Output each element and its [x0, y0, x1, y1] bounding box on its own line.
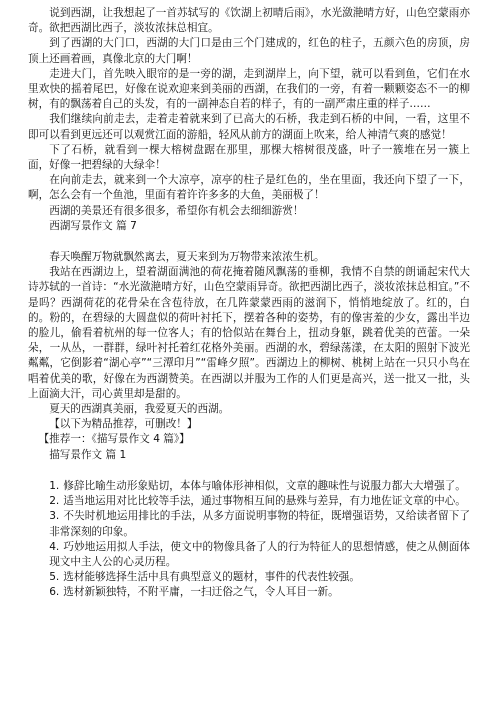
paragraph: 在向前走去，就来到一个大凉亭，凉亭的柱子是红色的，坐在里面，我还向下望了一下，啊，怎么会有一个鱼池，里面有着许许多多的大鱼，美丽极了！ — [28, 174, 470, 202]
article-west-lake-7 — [28, 250, 470, 448]
paragraph: 说到西湖，让我想起了一首苏轼写的《饮湖上初晴后雨》，水光潋滟晴方好，山色空蒙雨亦奇。欲把西湖比西子，淡妆浓抹总相宜。 — [28, 7, 470, 35]
item-number: 3. — [49, 510, 60, 523]
paragraph: 夏天的西湖真美丽，我爱夏天的西湖。 — [49, 403, 230, 416]
item-text: 选材新颖独特，不附平庸，一扫迂俗之气，令人耳目一新。 — [63, 586, 339, 599]
list-item — [28, 585, 470, 600]
paragraph: 我站在西湖边上，望着湖面满池的荷花掩着随风飘荡的垂柳，我情不自禁的朗诵起宋代大诗苏轼的一首诗：“水光潋滟晴方好，山色空蒙雨异奇。欲把西湖比西子，淡妆浓抹总相宜。”不是吗？西湖荷花的花骨朵在含苞待放，在几阵蒙蒙西雨的滋润下，悄悄地绽放了。红的，白的。粉的，在碧绿的大圆盘似的荷叶衬托下，摆着各种的姿势，有的像害羞的少女，露出半边的脸儿，偷看着杭州的每一位客人；有的恰似站在舞台上，扭动身躯，跳着优美的芭蕾。一朵朵，一从丛，一群群，绿叶衬托着红花格外美丽。西湖的水，碧绿荡漾，在太阳的照射下波光粼粼，它倒影着“湖心亭”“三潭印月”“雷峰夕照”。西湖边上的柳树、桃树上站在一只只小鸟在唱着优美的歌，好像在为西湖赞美。在西湖以并服为工作的人们更是高兴，送一批又一批，头上面滴大汗，司心黄里却是甜的。 — [28, 266, 470, 400]
item-number: 5. — [49, 571, 60, 584]
item-text: 修辞比喻生动形象贴切，本体与喻体形神相似，文章的趣味性与说服力都大大增强了。 — [63, 479, 466, 492]
promo-text: 【以下为精品推荐，可删改！】 — [49, 418, 198, 431]
paragraph: 西湖的美景还有很多很多，希望你有机会去细细游赏！ — [49, 204, 304, 217]
paragraph: 春天唤醒万物就飘然离去，夏天来到为万物带来浓浓生机。 — [49, 251, 325, 264]
paragraph: 我们继续向前走去，走着走着就来到了已高大的石桥，我走到石桥的中间，一看，这里不即可以看到更远还可以观赏江面的游船，轻风从前方的湖面上吹来，给人神清气爽的感觉！ — [28, 113, 470, 141]
article-west-lake-1 — [28, 6, 470, 219]
item-text: 巧妙地运用拟人手法，使文中的物像具备了人的行为特征人的思想情感，使之从侧面体现文中主人公的心灵历程。 — [49, 540, 470, 568]
article-title: 西湖写景作文 篇 7 — [49, 219, 137, 232]
list-item — [28, 509, 470, 539]
item-number: 6. — [49, 586, 60, 599]
list-item — [28, 570, 470, 585]
paragraph: 到了西湖的大门口，西湖的大门口是由三个门建成的，红色的柱子，五颜六色的房顶，房顶上还画着画，真像北京的大门啊！ — [28, 37, 470, 65]
item-number: 2. — [49, 495, 60, 508]
spacer — [28, 463, 470, 479]
article-scenery-1 — [28, 479, 470, 601]
list-item — [28, 494, 470, 509]
item-number: 1. — [49, 479, 60, 492]
list-item — [28, 540, 470, 570]
item-text: 选材能够选择生活中具有典型意义的题材，事件的代表性较强。 — [63, 571, 360, 584]
article-title: 描写景作文 篇 1 — [49, 448, 127, 461]
paragraph: 走进大门，首先映入眼帘的是一旁的湖，走到湖岸上，向下望，就可以看到鱼，它们在水里欢快的摇着尾巴，好像在说欢迎来到美丽的西湖，在我们的一旁，有着一颗颗姿态不一的柳树，有的飘荡着自己的头发，有的一副神态自若的样子，有的一副严肃庄重的样子…… — [28, 67, 470, 111]
paragraph: 下了石桥，就看到一棵大榕树盘踞在那里，那棵大榕树很茂盛，叶子一簇堆在另一簇上面，好像一把碧绿的大绿伞！ — [28, 143, 470, 172]
item-text: 不失时机地运用排比的手法，从多方面说明事物的特征，既增强语势，又给读者留下了非常深刻的印象。 — [49, 510, 470, 538]
item-text: 适当地运用对比比较等手法，通过事物相互间的悬殊与差异，有力地佐证文章的中心。 — [63, 495, 466, 508]
item-number: 4. — [49, 540, 60, 553]
list-item — [28, 479, 470, 494]
recommend-link[interactable]: 【推荐一：《描写景作文 4 篇》】 — [38, 433, 190, 446]
spacer — [28, 234, 470, 250]
